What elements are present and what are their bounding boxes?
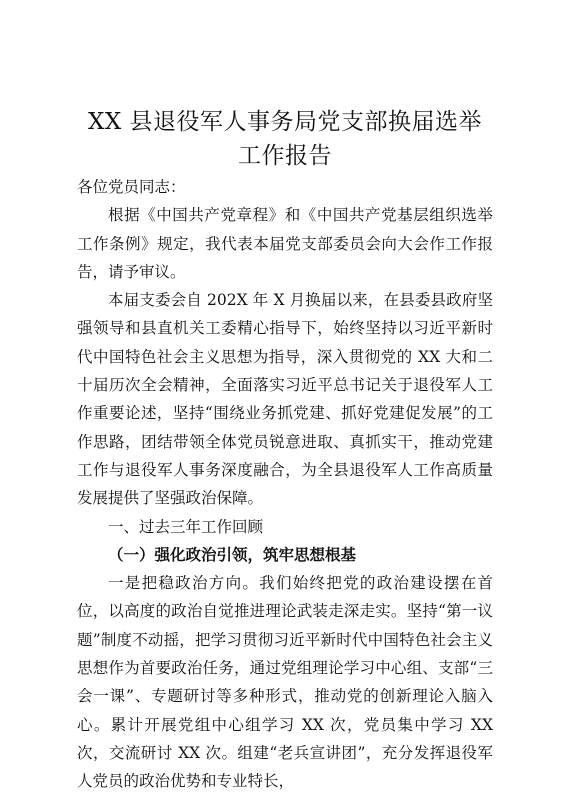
salutation: 各位党员同志： xyxy=(77,178,186,196)
document-title-line-2: 工作报告 xyxy=(238,143,332,169)
paragraph-point-one: 一是把稳政治方向。我们始终把党的政治建设摆在首位，以高度的政治自觉推进理论武装走深走实。坚持“第一议题”制度不动摇，把学习贯彻习近平新时代中国特色社会主义思想作为首要政治任务，通过党组理论学习中心组、支部“三会一课”、专题研讨等多种形式，推动党的创新理论入脑入心。累计开展党组中心组学习 XX 次，党员集中学习 XX 次，交流研讨 XX 次。组建“老兵宣讲团”，充分发挥退役军人党员的政治优势和专业特长， xyxy=(77,574,493,791)
paragraph-basis: 根据《中国共产党章程》和《中国共产党基层组织选举工作条例》规定，我代表本届党支部委员会向大会作工作报告，请予审议。 xyxy=(77,206,493,281)
document-body xyxy=(77,173,493,796)
section-heading: 一、过去三年工作回顾 xyxy=(108,517,264,536)
subsection-heading: （一）强化政治引领，筑牢思想根基 xyxy=(108,544,357,564)
paragraph-overview: 本届支委会自 202X 年 X 月换届以来，在县委县政府坚强领导和县直机关工委精心指导下，始终坚持以习近平新时代中国特色社会主义思想为指导，深入贯彻党的 XX 大和二十届历次全会精神，全面落实习近平总书记关于退役军人工作重要论述，坚持“围绕业务抓党建、抓好党建促发展”的工作思路，团结带领全体党员锐意进取、真抓实干，推动党建工作与退役军人事务深度融合，为全县退役军人工作高质量发展提供了坚强政治保障。 xyxy=(77,291,493,508)
document-title-line-1: XX 县退役军人事务局党支部换届选举 xyxy=(87,109,483,135)
